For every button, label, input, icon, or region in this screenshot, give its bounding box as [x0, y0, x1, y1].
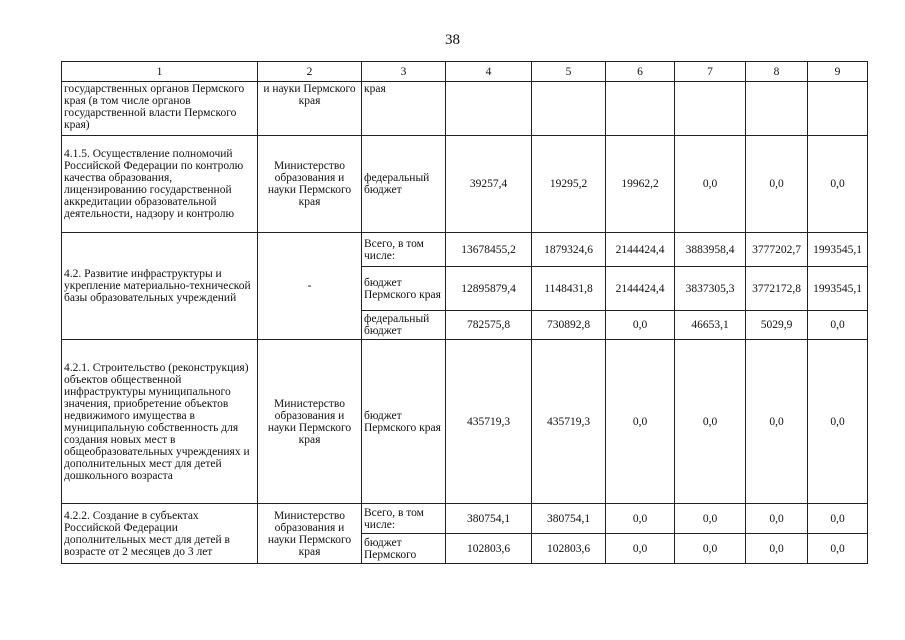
funding-source: бюджет Пермского края [362, 340, 446, 504]
responsible-body: и науки Пермского края [258, 82, 362, 136]
value-cell: 0,0 [606, 534, 675, 564]
col-header: 2 [258, 62, 362, 82]
item-name: 4.2.1. Строительство (реконструкция) объектов общественной инфраструктуры муниципального значения, приобретение объектов недвижимого имущества в муниципальную собственность для создания новых мест в общеобразовательных учреждениях и дополнительных мест для детей дошкольного возраста [62, 340, 258, 504]
value-cell: 730892,8 [532, 311, 606, 340]
value-cell [675, 82, 746, 136]
value-cell: 0,0 [808, 340, 868, 504]
funding-source: федеральный бюджет [362, 136, 446, 233]
value-cell: 0,0 [808, 504, 868, 534]
value-cell: 380754,1 [532, 504, 606, 534]
value-cell: 1148431,8 [532, 267, 606, 311]
responsible-body: Министерство образования и науки Пермского края [258, 340, 362, 504]
value-cell [532, 82, 606, 136]
col-header: 8 [746, 62, 808, 82]
responsible-body: Министерство образования и науки Пермского края [258, 504, 362, 564]
value-cell: 1993545,1 [808, 267, 868, 311]
value-cell: 0,0 [675, 340, 746, 504]
value-cell [606, 82, 675, 136]
value-cell: 0,0 [746, 340, 808, 504]
value-cell: 0,0 [675, 504, 746, 534]
value-cell: 102803,6 [446, 534, 532, 564]
table-row [62, 82, 868, 136]
funding-source: Всего, в том числе: [362, 233, 446, 267]
value-cell: 0,0 [746, 504, 808, 534]
value-cell: 0,0 [675, 136, 746, 233]
value-cell: 0,0 [746, 136, 808, 233]
col-header: 1 [62, 62, 258, 82]
item-name: 4.2. Развитие инфраструктуры и укрепление материально-технической базы образовательных учреждений [62, 233, 258, 340]
col-header: 3 [362, 62, 446, 82]
table-row [62, 233, 868, 267]
col-header: 7 [675, 62, 746, 82]
value-cell [808, 82, 868, 136]
col-header: 9 [808, 62, 868, 82]
value-cell: 3883958,4 [675, 233, 746, 267]
value-cell: 0,0 [675, 534, 746, 564]
header-row [62, 62, 868, 82]
value-cell: 3772172,8 [746, 267, 808, 311]
value-cell: 2144424,4 [606, 233, 675, 267]
value-cell: 3837305,3 [675, 267, 746, 311]
value-cell: 12895879,4 [446, 267, 532, 311]
value-cell: 0,0 [808, 534, 868, 564]
value-cell: 13678455,2 [446, 233, 532, 267]
item-name: государственных органов Пермского края (в том числе органов государственной власти Пермского края) [62, 82, 258, 136]
value-cell: 3777202,7 [746, 233, 808, 267]
value-cell: 2144424,4 [606, 267, 675, 311]
value-cell: 1879324,6 [532, 233, 606, 267]
value-cell: 435719,3 [532, 340, 606, 504]
funding-source: бюджет Пермского [362, 534, 446, 564]
col-header: 4 [446, 62, 532, 82]
value-cell: 0,0 [606, 504, 675, 534]
value-cell: 0,0 [746, 534, 808, 564]
value-cell: 782575,8 [446, 311, 532, 340]
page-number: 38 [445, 32, 460, 48]
responsible-body: - [258, 233, 362, 340]
value-cell [746, 82, 808, 136]
value-cell: 435719,3 [446, 340, 532, 504]
value-cell: 0,0 [606, 340, 675, 504]
table-row [62, 136, 868, 233]
item-name: 4.1.5. Осуществление полномочий Российской Федерации по контролю качества образования, лицензированию государственной аккредитации образовательной деятельности, надзору и контролю [62, 136, 258, 233]
value-cell: 1993545,1 [808, 233, 868, 267]
value-cell: 0,0 [606, 311, 675, 340]
value-cell: 19295,2 [532, 136, 606, 233]
value-cell: 0,0 [808, 136, 868, 233]
value-cell [446, 82, 532, 136]
value-cell: 5029,9 [746, 311, 808, 340]
value-cell: 380754,1 [446, 504, 532, 534]
item-name: 4.2.2. Создание в субъектах Российской Федерации дополнительных мест для детей в возрасте от 2 месяцев до 3 лет [62, 504, 258, 564]
table-row [62, 504, 868, 534]
value-cell: 0,0 [808, 311, 868, 340]
value-cell: 19962,2 [606, 136, 675, 233]
funding-source: края [362, 82, 446, 136]
funding-source: федеральный бюджет [362, 311, 446, 340]
responsible-body: Министерство образования и науки Пермского края [258, 136, 362, 233]
budget-table [61, 61, 868, 564]
table-row [62, 340, 868, 504]
value-cell: 46653,1 [675, 311, 746, 340]
value-cell: 39257,4 [446, 136, 532, 233]
col-header: 5 [532, 62, 606, 82]
col-header: 6 [606, 62, 675, 82]
funding-source: бюджет Пермского края [362, 267, 446, 311]
funding-source: Всего, в том числе: [362, 504, 446, 534]
value-cell: 102803,6 [532, 534, 606, 564]
